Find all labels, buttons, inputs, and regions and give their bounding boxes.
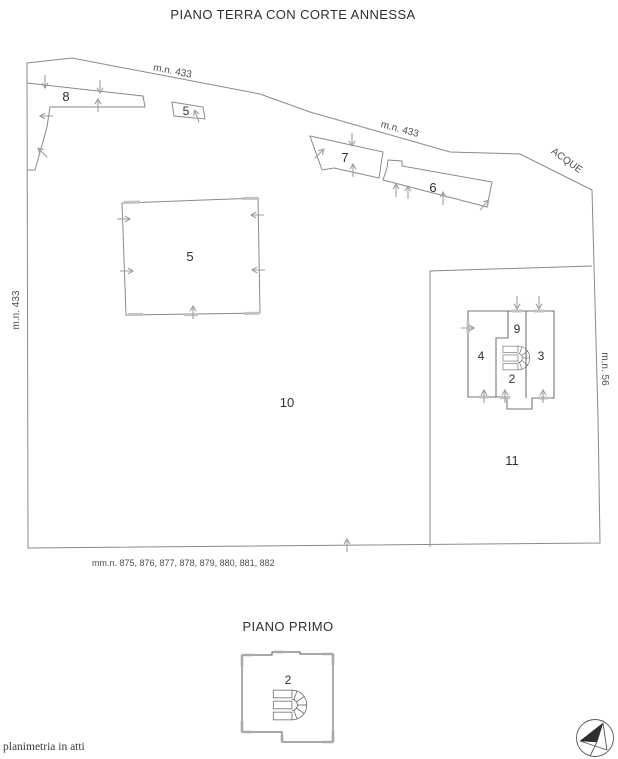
access-arrow xyxy=(350,164,356,177)
access-arrow xyxy=(514,296,520,309)
parcel-11-boundary xyxy=(430,266,592,547)
first-floor-outline xyxy=(242,652,333,742)
first-floor-title: PIANO PRIMO xyxy=(242,619,334,634)
access-arrow xyxy=(405,186,411,199)
parcel-8-outline xyxy=(27,83,145,170)
boundary-label-mn56-right: m.n. 56 xyxy=(599,352,610,386)
boundary-label-mn433-mid: m.n. 433 xyxy=(379,119,420,140)
access-arrow xyxy=(192,109,202,123)
access-arrow xyxy=(252,267,265,273)
access-arrow xyxy=(190,306,196,319)
boundary-label-mn433-top: m.n. 433 xyxy=(152,62,193,81)
parcel-label-5-small: 5 xyxy=(182,104,190,118)
access-arrows xyxy=(36,75,546,552)
parcel-label-5-large: 5 xyxy=(186,249,194,264)
access-arrow xyxy=(42,75,48,88)
wall-tick xyxy=(242,652,333,742)
room-label-2: 2 xyxy=(508,372,516,386)
staircase-icon xyxy=(273,690,307,720)
room-label-3: 3 xyxy=(537,349,545,363)
access-arrow xyxy=(95,99,101,112)
first-floor-plan xyxy=(242,619,334,742)
ground-floor-title: PIANO TERRA CON CORTE ANNESSA xyxy=(170,7,416,22)
north-compass-icon xyxy=(577,720,614,757)
interior-wall-left xyxy=(496,311,508,397)
ground-floor-plan xyxy=(11,7,610,568)
parcel-label-8: 8 xyxy=(62,89,70,104)
parcel-label-10: 10 xyxy=(279,395,295,410)
access-arrow xyxy=(40,113,53,119)
access-arrow xyxy=(251,212,264,218)
access-arrow xyxy=(393,184,399,197)
room-label-2-first-floor: 2 xyxy=(284,673,292,687)
parcel-label-7: 7 xyxy=(341,150,349,165)
site-boundary xyxy=(27,58,600,548)
boundary-label-acque: ACQUE xyxy=(548,146,585,176)
boundary-label-mn433-left: m.n. 433 xyxy=(11,290,22,330)
room-label-9: 9 xyxy=(513,322,521,336)
room-label-4: 4 xyxy=(477,349,485,363)
access-arrow xyxy=(440,192,446,205)
access-arrow xyxy=(536,296,542,309)
footer-note: planimetria in atti xyxy=(3,741,85,753)
access-arrow xyxy=(117,216,130,222)
access-arrow xyxy=(349,133,355,146)
access-arrow xyxy=(120,268,133,274)
parcel-label-6: 6 xyxy=(429,180,437,195)
parcel-6-outline xyxy=(383,160,492,207)
boundary-label-bottom-parcels: mm.n. 875, 876, 877, 878, 879, 880, 881, 882 xyxy=(92,558,275,568)
parcel-label-11: 11 xyxy=(505,453,519,468)
